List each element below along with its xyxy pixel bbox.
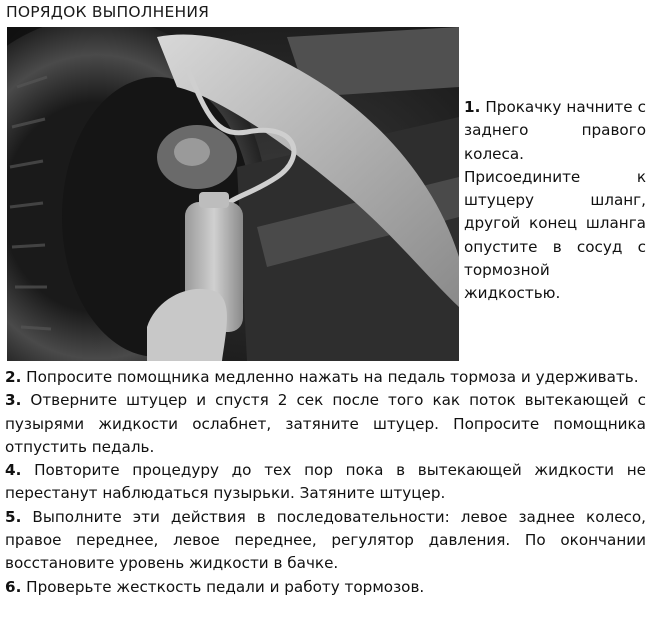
step-text: Прокачку начните с заднего правого колеса. — [464, 98, 646, 163]
step-number: 4. — [5, 461, 22, 480]
step-text: Попросите помощника медленно нажать на педаль тормоза и удерживать. — [26, 368, 639, 386]
step-text: Отверните штуцер и спустя 2 сек после того как поток вытекающей с пузырями жидкости ослабнет, затяните штуцер. Попросите помощника отпустить педаль. — [5, 391, 646, 456]
step-number: 5. — [5, 507, 22, 526]
step-text: Повторите процедуру до тех пор пока в вытекающей жидкости не перестанут наблюдаться пузырьки. Затяните штуцер. — [5, 461, 646, 503]
side-instructions — [464, 96, 646, 306]
step-2 — [5, 366, 646, 389]
step-6 — [5, 576, 646, 599]
photo-illustration — [7, 27, 459, 361]
step-number: 3. — [5, 391, 22, 410]
page-title: ПОРЯДОК ВЫПОЛНЕНИЯ — [6, 3, 210, 21]
step-number: 2. — [5, 368, 22, 386]
step-3 — [5, 389, 646, 459]
steps-list — [5, 366, 646, 599]
step-text: Выполните эти действия в последовательности: левое заднее колесо, правое переднее, левое переднее, регулятор давления. По окончании восстановите уровень жидкости в бачке. — [5, 507, 647, 573]
step-1-continued — [464, 166, 646, 306]
step-1 — [464, 96, 646, 166]
step-4 — [5, 459, 646, 506]
step-text: Присоедините к штуцеру шланг, другой конец шланга опустите в сосуд с тормозной жидкостью. — [464, 167, 646, 303]
step-number: 1. — [464, 98, 481, 116]
step-number: 6. — [5, 577, 22, 596]
brake-bleeding-photo — [7, 27, 459, 361]
step-text: Проверьте жесткость педали и работу тормозов. — [26, 577, 425, 596]
step-5 — [5, 506, 646, 576]
